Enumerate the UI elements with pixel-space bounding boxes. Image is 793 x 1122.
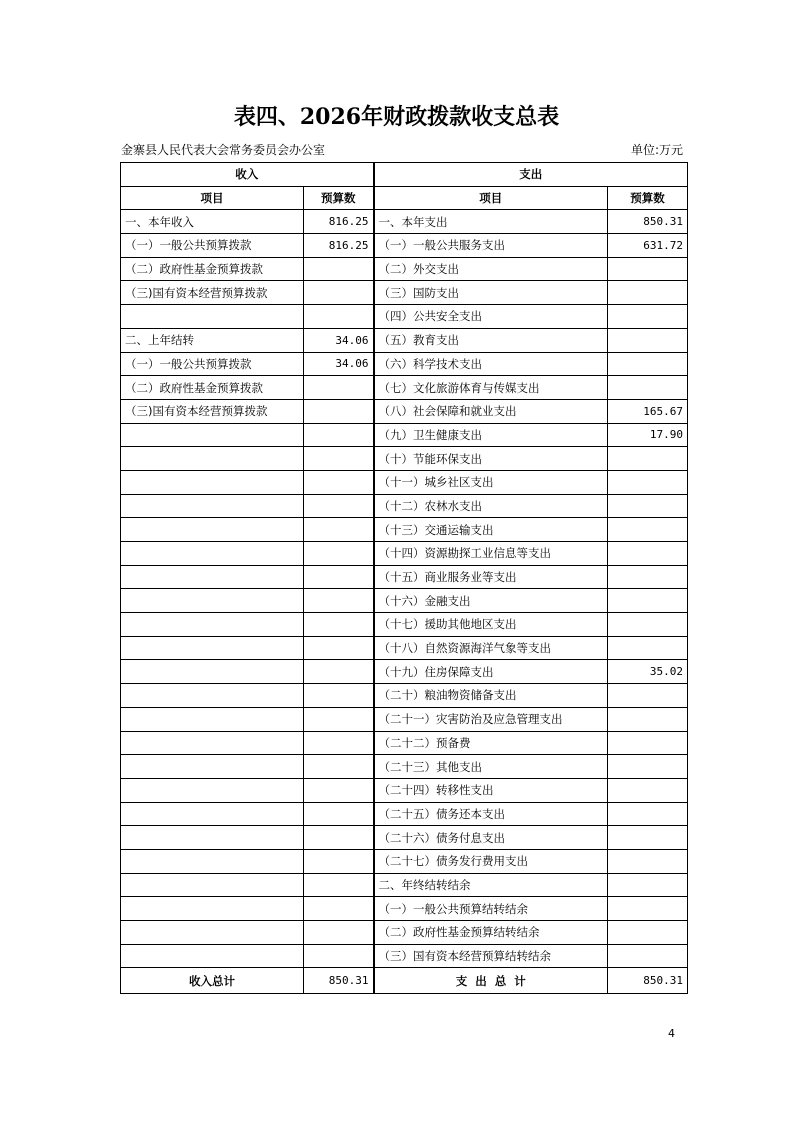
table-row: [121, 376, 688, 400]
expense-item: （四）公共安全支出: [374, 305, 608, 329]
income-item: [121, 494, 304, 518]
income-amount: [304, 613, 374, 637]
income-amount: [304, 305, 374, 329]
income-item: [121, 921, 304, 945]
table-row: [121, 257, 688, 281]
income-amount-header: 预算数: [304, 186, 374, 210]
income-item: [121, 684, 304, 708]
income-amount: [304, 565, 374, 589]
expense-item: （十一）城乡社区支出: [374, 470, 608, 494]
expense-amount: [608, 352, 688, 376]
income-item: [121, 802, 304, 826]
expense-item: （三）国防支出: [374, 281, 608, 305]
expense-amount: [608, 802, 688, 826]
expense-amount: [608, 778, 688, 802]
table-row: [121, 328, 688, 352]
expense-amount: [608, 897, 688, 921]
income-item: [121, 613, 304, 637]
table-row: [121, 210, 688, 234]
income-item-header: 项目: [121, 186, 304, 210]
organization-name: 金寨县人民代表大会常务委员会办公室: [121, 143, 326, 157]
income-item: [121, 731, 304, 755]
table-row: [121, 447, 688, 471]
unit-label: 单位:万元: [630, 143, 683, 157]
income-item: （二）政府性基金预算拨款: [121, 376, 304, 400]
expense-item: 二、年终结转结余: [374, 873, 608, 897]
expense-amount: [608, 305, 688, 329]
income-item: [121, 565, 304, 589]
income-amount: [304, 944, 374, 968]
expense-amount: [608, 731, 688, 755]
income-amount: [304, 778, 374, 802]
expense-item: （二十五）债务还本支出: [374, 802, 608, 826]
expense-amount: [608, 944, 688, 968]
expense-amount-header: 预算数: [608, 186, 688, 210]
table-row: [121, 542, 688, 566]
expense-item: （七）文化旅游体育与传媒支出: [374, 376, 608, 400]
table-row: [121, 352, 688, 376]
expense-amount: [608, 921, 688, 945]
income-amount: [304, 636, 374, 660]
table-row: [121, 897, 688, 921]
table-row: [121, 944, 688, 968]
expense-item: （二）外交支出: [374, 257, 608, 281]
expense-item: （二十四）转移性支出: [374, 778, 608, 802]
expense-item: （二十六）债务付息支出: [374, 826, 608, 850]
income-item: （一）一般公共预算拨款: [121, 352, 304, 376]
income-amount: 816.25: [304, 210, 374, 234]
income-item: [121, 849, 304, 873]
income-item: [121, 944, 304, 968]
expense-item: （十四）资源勘探工业信息等支出: [374, 542, 608, 566]
income-amount: [304, 873, 374, 897]
column-header-row: [121, 186, 688, 210]
expense-amount: [608, 470, 688, 494]
income-item: [121, 518, 304, 542]
income-amount: [304, 921, 374, 945]
income-item: [121, 470, 304, 494]
income-amount: [304, 802, 374, 826]
income-item: （三)国有资本经营预算拨款: [121, 399, 304, 423]
income-amount: [304, 376, 374, 400]
expense-amount: [608, 636, 688, 660]
table-row: [121, 281, 688, 305]
income-amount: 34.06: [304, 328, 374, 352]
expense-amount: 631.72: [608, 234, 688, 258]
expense-item: （五）教育支出: [374, 328, 608, 352]
income-amount: [304, 542, 374, 566]
income-item: [121, 873, 304, 897]
expense-amount: 17.90: [608, 423, 688, 447]
income-amount: [304, 707, 374, 731]
expense-amount: [608, 565, 688, 589]
total-row: [121, 968, 688, 994]
income-amount: [304, 755, 374, 779]
table-row: [121, 802, 688, 826]
expense-amount: [608, 873, 688, 897]
table-row: [121, 636, 688, 660]
expense-item: （三）国有资本经营预算结转结余: [374, 944, 608, 968]
income-header: 收入: [121, 163, 374, 187]
expense-item: （十六）金融支出: [374, 589, 608, 613]
expense-item: （二十）粮油物资储备支出: [374, 684, 608, 708]
expense-amount: 35.02: [608, 660, 688, 684]
table-row: [121, 660, 688, 684]
income-amount: [304, 731, 374, 755]
income-item: （一）一般公共预算拨款: [121, 234, 304, 258]
table-row: [121, 518, 688, 542]
expense-amount: [608, 707, 688, 731]
expense-amount: [608, 755, 688, 779]
expense-item-header: 项目: [374, 186, 608, 210]
expense-amount: [608, 589, 688, 613]
income-item: [121, 707, 304, 731]
page-number: 4: [668, 1027, 675, 1040]
income-amount: [304, 257, 374, 281]
expense-item: （八）社会保障和就业支出: [374, 399, 608, 423]
income-item: [121, 305, 304, 329]
income-total-amount: 850.31: [304, 968, 374, 994]
income-item: 一、本年收入: [121, 210, 304, 234]
budget-table: [120, 162, 688, 994]
expense-item: （十二）农林水支出: [374, 494, 608, 518]
income-item: [121, 447, 304, 471]
expense-amount: 850.31: [608, 210, 688, 234]
income-amount: [304, 589, 374, 613]
table-row: [121, 613, 688, 637]
expense-item: （十）节能环保支出: [374, 447, 608, 471]
expense-header: 支出: [374, 163, 688, 187]
expense-amount: [608, 376, 688, 400]
expense-item: （十九）住房保障支出: [374, 660, 608, 684]
expense-item: （一）一般公共预算结转结余: [374, 897, 608, 921]
table-row: [121, 565, 688, 589]
expense-amount: [608, 826, 688, 850]
expense-amount: [608, 447, 688, 471]
income-item: [121, 755, 304, 779]
expense-item: （十八）自然资源海洋气象等支出: [374, 636, 608, 660]
expense-item: （一）一般公共服务支出: [374, 234, 608, 258]
income-item: [121, 897, 304, 921]
table-row: [121, 873, 688, 897]
table-row: [121, 849, 688, 873]
expense-item: （十五）商业服务业等支出: [374, 565, 608, 589]
income-item: [121, 423, 304, 447]
expense-amount: [608, 849, 688, 873]
income-item: （三)国有资本经营预算拨款: [121, 281, 304, 305]
table-row: [121, 684, 688, 708]
table-row: [121, 589, 688, 613]
expense-amount: [608, 684, 688, 708]
expense-total-amount: 850.31: [608, 968, 688, 994]
income-item: （二）政府性基金预算拨款: [121, 257, 304, 281]
income-item: 二、上年结转: [121, 328, 304, 352]
expense-amount: [608, 518, 688, 542]
income-amount: [304, 897, 374, 921]
table-row: [121, 731, 688, 755]
expense-total-label: 支 出 总 计: [374, 968, 608, 994]
income-item: [121, 826, 304, 850]
income-amount: [304, 660, 374, 684]
table-row: [121, 755, 688, 779]
expense-amount: [608, 542, 688, 566]
income-total-label: 收入总计: [121, 968, 304, 994]
table-row: [121, 470, 688, 494]
income-amount: [304, 399, 374, 423]
table-row: [121, 778, 688, 802]
income-amount: 34.06: [304, 352, 374, 376]
income-item: [121, 542, 304, 566]
expense-item: （九）卫生健康支出: [374, 423, 608, 447]
expense-amount: [608, 328, 688, 352]
page-title: 表四、2026年财政拨款收支总表: [233, 104, 560, 130]
income-amount: 816.25: [304, 234, 374, 258]
table-row: [121, 826, 688, 850]
table-row: [121, 423, 688, 447]
expense-item: （二）政府性基金预算结转结余: [374, 921, 608, 945]
expense-amount: [608, 281, 688, 305]
expense-amount: 165.67: [608, 399, 688, 423]
expense-amount: [608, 257, 688, 281]
expense-item: （十三）交通运输支出: [374, 518, 608, 542]
expense-amount: [608, 613, 688, 637]
income-amount: [304, 281, 374, 305]
expense-item: （二十七）债务发行费用支出: [374, 849, 608, 873]
income-amount: [304, 849, 374, 873]
table-row: [121, 234, 688, 258]
expense-item: （二十一）灾害防治及应急管理支出: [374, 707, 608, 731]
income-amount: [304, 470, 374, 494]
income-amount: [304, 518, 374, 542]
expense-item: （六）科学技术支出: [374, 352, 608, 376]
expense-item: （二十二）预备费: [374, 731, 608, 755]
income-item: [121, 778, 304, 802]
income-amount: [304, 447, 374, 471]
table-row: [121, 305, 688, 329]
expense-item: （十七）援助其他地区支出: [374, 613, 608, 637]
income-item: [121, 636, 304, 660]
income-amount: [304, 684, 374, 708]
section-header-row: [121, 163, 688, 187]
income-item: [121, 589, 304, 613]
expense-item: 一、本年支出: [374, 210, 608, 234]
income-amount: [304, 423, 374, 447]
table-row: [121, 921, 688, 945]
table-row: [121, 707, 688, 731]
income-amount: [304, 826, 374, 850]
income-item: [121, 660, 304, 684]
income-amount: [304, 494, 374, 518]
table-row: [121, 494, 688, 518]
expense-item: （二十三）其他支出: [374, 755, 608, 779]
expense-amount: [608, 494, 688, 518]
table-row: [121, 399, 688, 423]
